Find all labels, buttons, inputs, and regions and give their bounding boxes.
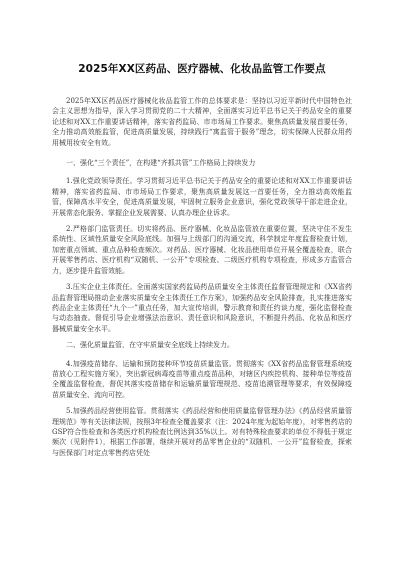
item-paragraph-4: 4.加强疫苗储存、运输和预防接种环节疫苗质量监管。贯彻落实《XX省药品监督管理系统疫苗放心工程实施方案》，突出新冠病毒疫苗等重点疫苗品种，对辖区内疾控机构、接种单位等疫苗全覆盖监督检查，督促其落实疫苗储存和运输质量管理规范、疫苗追溯管理等要求，有效保障疫苗质量安全、流向可控。 xyxy=(52,359,352,399)
item-paragraph-5: 5.加强药品经营使用监管。贯彻落实《药品经营和使用质量监督管理办法》《药品经营质量管理规范》等有关法律法规，按照3年检查全覆盖要求（注：2024年度为起始年度），对零售药店的GSP符合性检查和各类医疗机构检查比例达到35%以上。对有特殊检查要求的单位不得低于规定频次（见附件1），根据工作部署，继续开展对药品零售企业的“双随机、一公开”监督检查，探索与医保部门对定点零售药店凭处 xyxy=(52,407,352,457)
section-heading-1: 一、强化“三个责任”，在构建“齐抓共管”工作格局上持续发力 xyxy=(66,159,256,168)
document-title: 2025年XX区药品、医疗器械、化妆品监管工作要点 xyxy=(78,63,326,75)
section-heading-2: 二、强化质量监管，在守牢质量安全底线上持续发力。 xyxy=(66,341,234,350)
item-paragraph-3: 3.压实企业主体责任。全面落实国家药监局药品质量安全主体责任监督管理规定和《XX省药品监督管理局推动企业落实质量安全主体责任工作方案》，加强药品安全风险排查，扎实推进落实药品企业主体责任“九个一”重点任务，加大宣传培训，警示教育和责任约谈力度，强化监督检查与动态抽查。督促引导企业增强法治意识、责任意识和风险意识，不断提升药品、化妆品和医疗器械质量安全水平。 xyxy=(52,283,352,333)
item-paragraph-1: 1.强化党政领导责任。学习贯彻习近平总书记关于药品安全的重要论述和对XX工作重要讲话精神，落实省药监局、市市场局工作要求，聚焦高质量发展这一首要任务，全力推动高效能监管，保障高水平安全，促进高质量发展，牢固树立服务企业意识，强化党政领导干部走进企业，开展常态化服务、掌握企业发展需要、认真办理企业诉求。 xyxy=(52,177,352,217)
item-paragraph-2: 2.严格部门监管责任。切实将药品、医疗器械、化妆品监管放在重要位置，坚决守住不发生系统性、区域性质量安全风险底线。加强与上级部门的沟通交流，科学制定年度监督检查计划，加密重点领域、重点品种检查频次。对药品、医疗器械、化妆品使用单位开展全覆盖检查，联合开展零售药店、医疗机构“双随机、一公开”专项检查、二级医疗机构专项检查，形成多方监管合力，逐步提升监管效能。 xyxy=(52,225,352,275)
intro-paragraph: 2025年XX区药品医疗器械化妆品监管工作的总体要求是：坚持以习近平新时代中国特色社会主义思想为指导，深入学习贯彻党的二十大精神，全面落实习近平总书记关于药品安全的重要论述和对XX工作重要讲话精神，落实省药监局、市市场局工作要求。聚焦高质量发展首要任务，全力推动高效能监管，促进高质量发展，持续践行“寓监管于服务”理念，切实保障人民群众用药用械用妆安全有效。 xyxy=(52,97,352,147)
